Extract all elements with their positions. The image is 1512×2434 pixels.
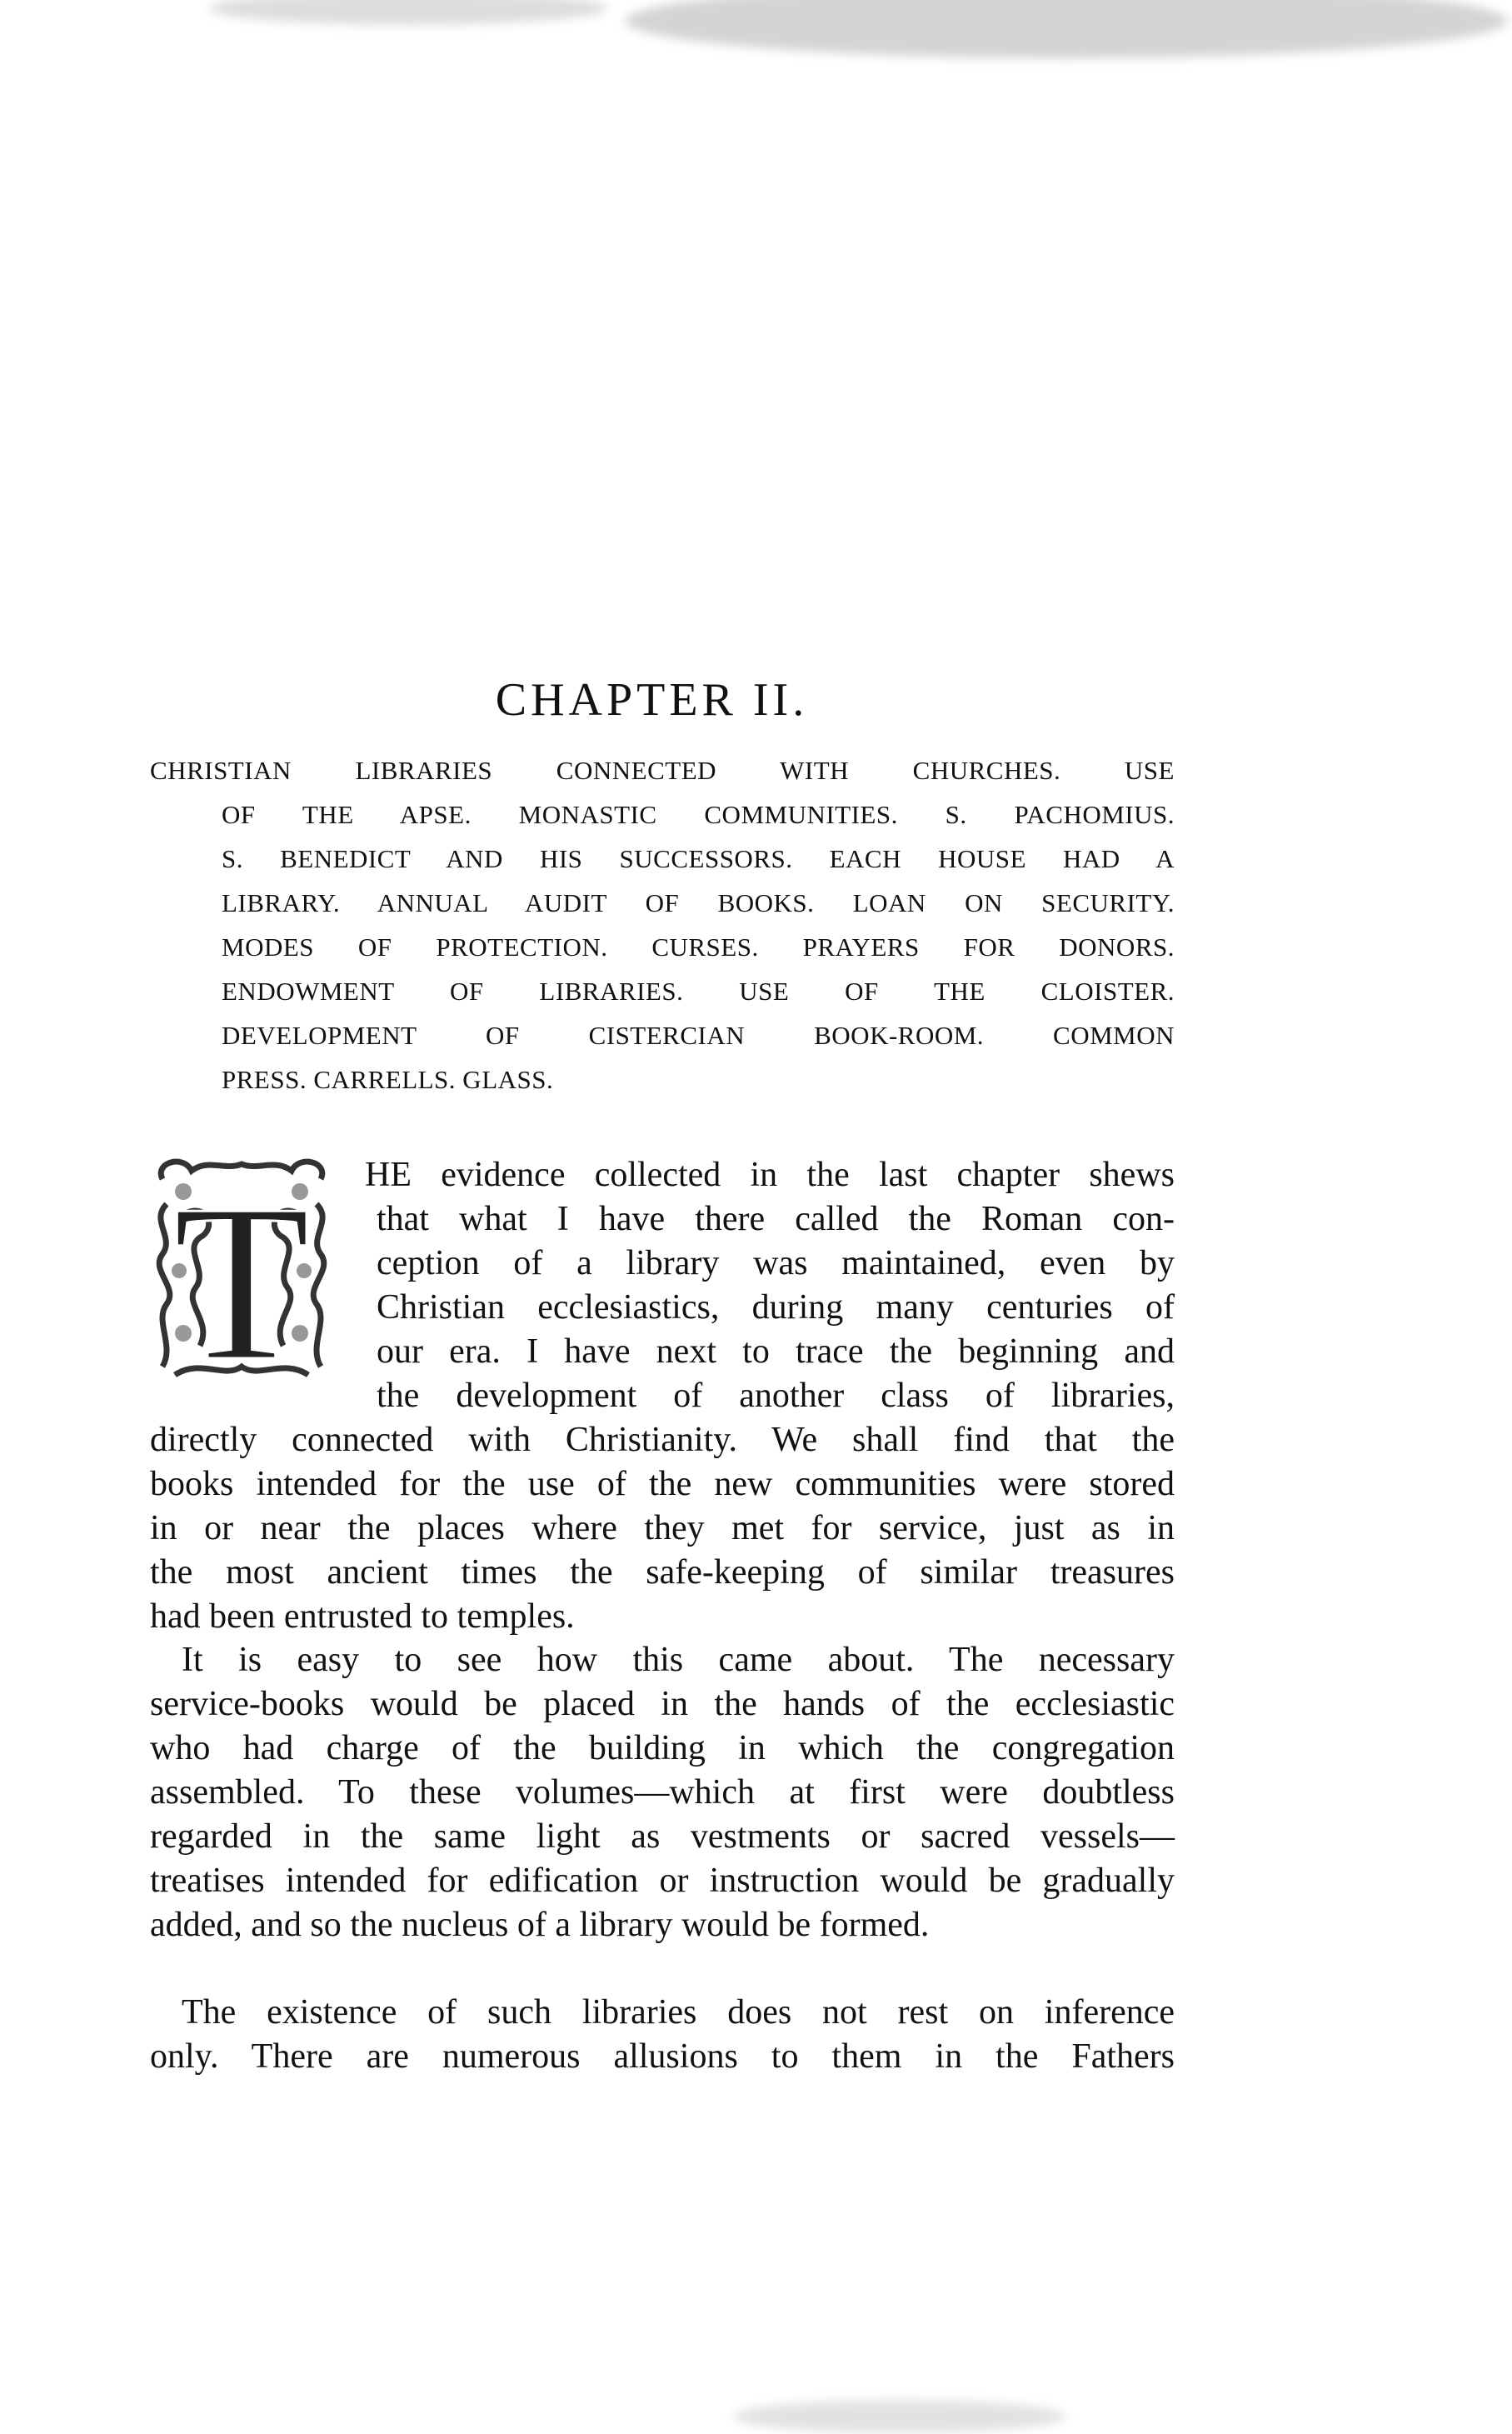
body-line: assembled. To these volumes—which at first were doubtless bbox=[150, 1773, 1175, 1812]
synopsis-line: OF THE APSE. MONASTIC COMMUNITIES. S. PACHOMIUS. bbox=[222, 800, 1175, 829]
synopsis-line: CHRISTIAN LIBRARIES CONNECTED WITH CHURCHES. USE bbox=[150, 756, 1175, 785]
synopsis-line: MODES OF PROTECTION. CURSES. PRAYERS FOR DONORS. bbox=[222, 932, 1175, 962]
synopsis-line: LIBRARY. ANNUAL AUDIT OF BOOKS. LOAN ON SECURITY. bbox=[222, 888, 1175, 917]
body-line: added, and so the nucleus of a library would be formed. bbox=[150, 1906, 930, 1944]
body-line: the development of another class of libraries, bbox=[377, 1377, 1175, 1415]
body-line: our era. I have next to trace the beginning and bbox=[377, 1332, 1175, 1371]
scan-smudge-top-left bbox=[208, 0, 608, 25]
body-line: had been entrusted to temples. bbox=[150, 1597, 575, 1636]
body-line: ception of a library was maintained, even by bbox=[377, 1244, 1175, 1282]
ornamental-dropcap-t bbox=[150, 1154, 333, 1387]
body-line: directly connected with Christianity. We shall find that the bbox=[150, 1421, 1175, 1459]
body-line: The existence of such libraries does not rest on inference bbox=[182, 1993, 1175, 2032]
chapter-title: CHAPTER II. bbox=[495, 673, 809, 726]
body-line: books intended for the use of the new communities were stored bbox=[150, 1465, 1175, 1503]
scan-smudge-bottom bbox=[733, 2400, 1066, 2433]
synopsis-line: DEVELOPMENT OF CISTERCIAN BOOK-ROOM. COMMON bbox=[222, 1021, 1175, 1050]
body-line: that what I have there called the Roman con- bbox=[377, 1200, 1175, 1238]
body-line: regarded in the same light as vestments or sacred vessels— bbox=[150, 1817, 1175, 1856]
scan-smudge-top-right bbox=[625, 0, 1508, 58]
synopsis-line: PRESS. CARRELLS. GLASS. bbox=[222, 1065, 554, 1094]
body-line: the most ancient times the safe-keeping of similar treasures bbox=[150, 1553, 1175, 1592]
body-line: It is easy to see how this came about. The necessary bbox=[182, 1641, 1175, 1679]
body-line: HE evidence collected in the last chapter shews bbox=[365, 1156, 1175, 1194]
synopsis-line: S. BENEDICT AND HIS SUCCESSORS. EACH HOUSE HAD A bbox=[222, 844, 1175, 873]
body-line: who had charge of the building in which the congregation bbox=[150, 1729, 1175, 1767]
synopsis-line: ENDOWMENT OF LIBRARIES. USE OF THE CLOISTER. bbox=[222, 977, 1175, 1006]
body-line: treatises intended for edification or instruction would be gradually bbox=[150, 1862, 1175, 1900]
dropcap-letter: T bbox=[172, 1158, 311, 1387]
body-line: service-books would be placed in the hands of the ecclesiastic bbox=[150, 1685, 1175, 1723]
body-line: only. There are numerous allusions to them in the Fathers bbox=[150, 2037, 1175, 2076]
body-line: in or near the places where they met for service, just as in bbox=[150, 1509, 1175, 1547]
body-line: Christian ecclesiastics, during many centuries of bbox=[377, 1288, 1175, 1327]
